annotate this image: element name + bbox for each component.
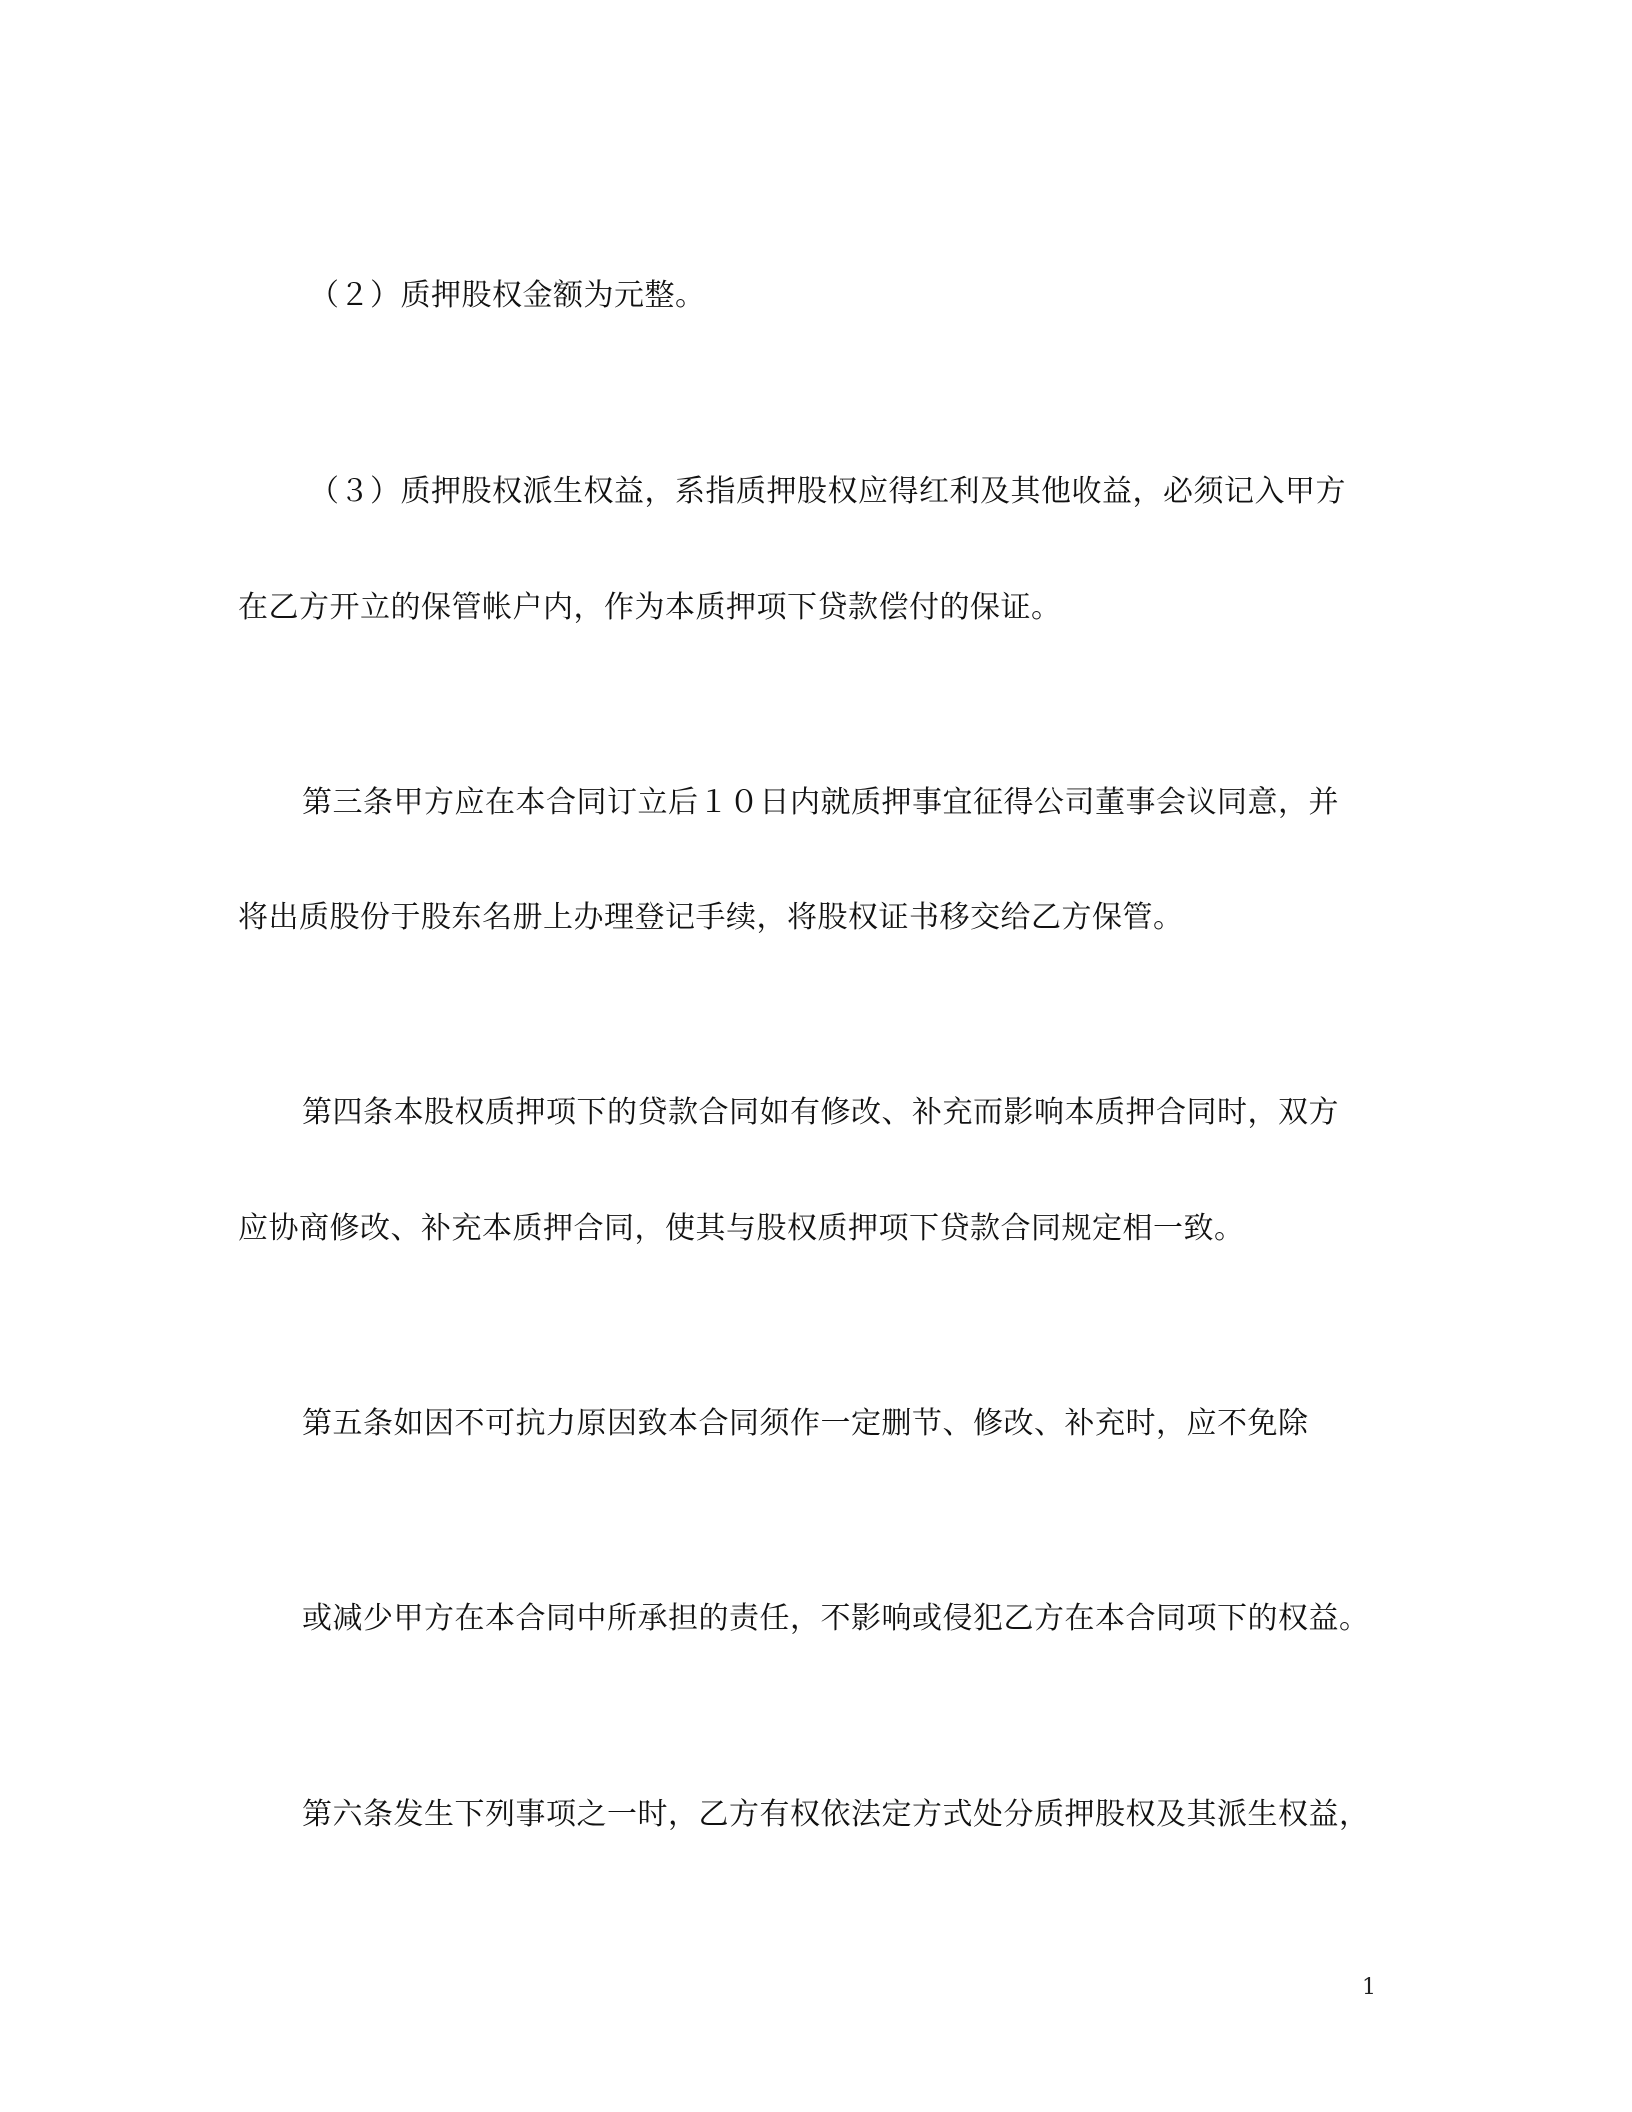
article-4-line-2: 应协商修改、补充本质押合同，使其与股权质押项下贷款合同规定相一致。 (238, 1211, 1245, 1246)
clause-3-line-2: 在乙方开立的保管帐户内，作为本质押项下贷款偿付的保证。 (238, 590, 1062, 625)
article-5-line-2: 或减少甲方在本合同中所承担的责任，不影响或侵犯乙方在本合同项下的权益。 (302, 1601, 1370, 1636)
article-5-line-1: 第五条如因不可抗力原因致本合同须作一定删节、修改、补充时，应不免除 (302, 1406, 1309, 1441)
clause-3-line-1: （３）质押股权派生权益，系指质押股权应得红利及其他收益，必须记入甲方 (309, 474, 1346, 509)
page-number: 1 (1362, 1975, 1376, 2000)
clause-2-amount: （２）质押股权金额为元整。 (309, 278, 706, 313)
article-3-line-2: 将出质股份于股东名册上办理登记手续，将股权证书移交给乙方保管。 (238, 900, 1184, 935)
article-6-line-1: 第六条发生下列事项之一时，乙方有权依法定方式处分质押股权及其派生权益， (302, 1797, 1370, 1832)
article-4-line-1: 第四条本股权质押项下的贷款合同如有修改、补充而影响本质押合同时，双方 (302, 1095, 1339, 1130)
article-3-line-1: 第三条甲方应在本合同订立后１０日内就质押事宜征得公司董事会议同意，并 (302, 785, 1339, 820)
